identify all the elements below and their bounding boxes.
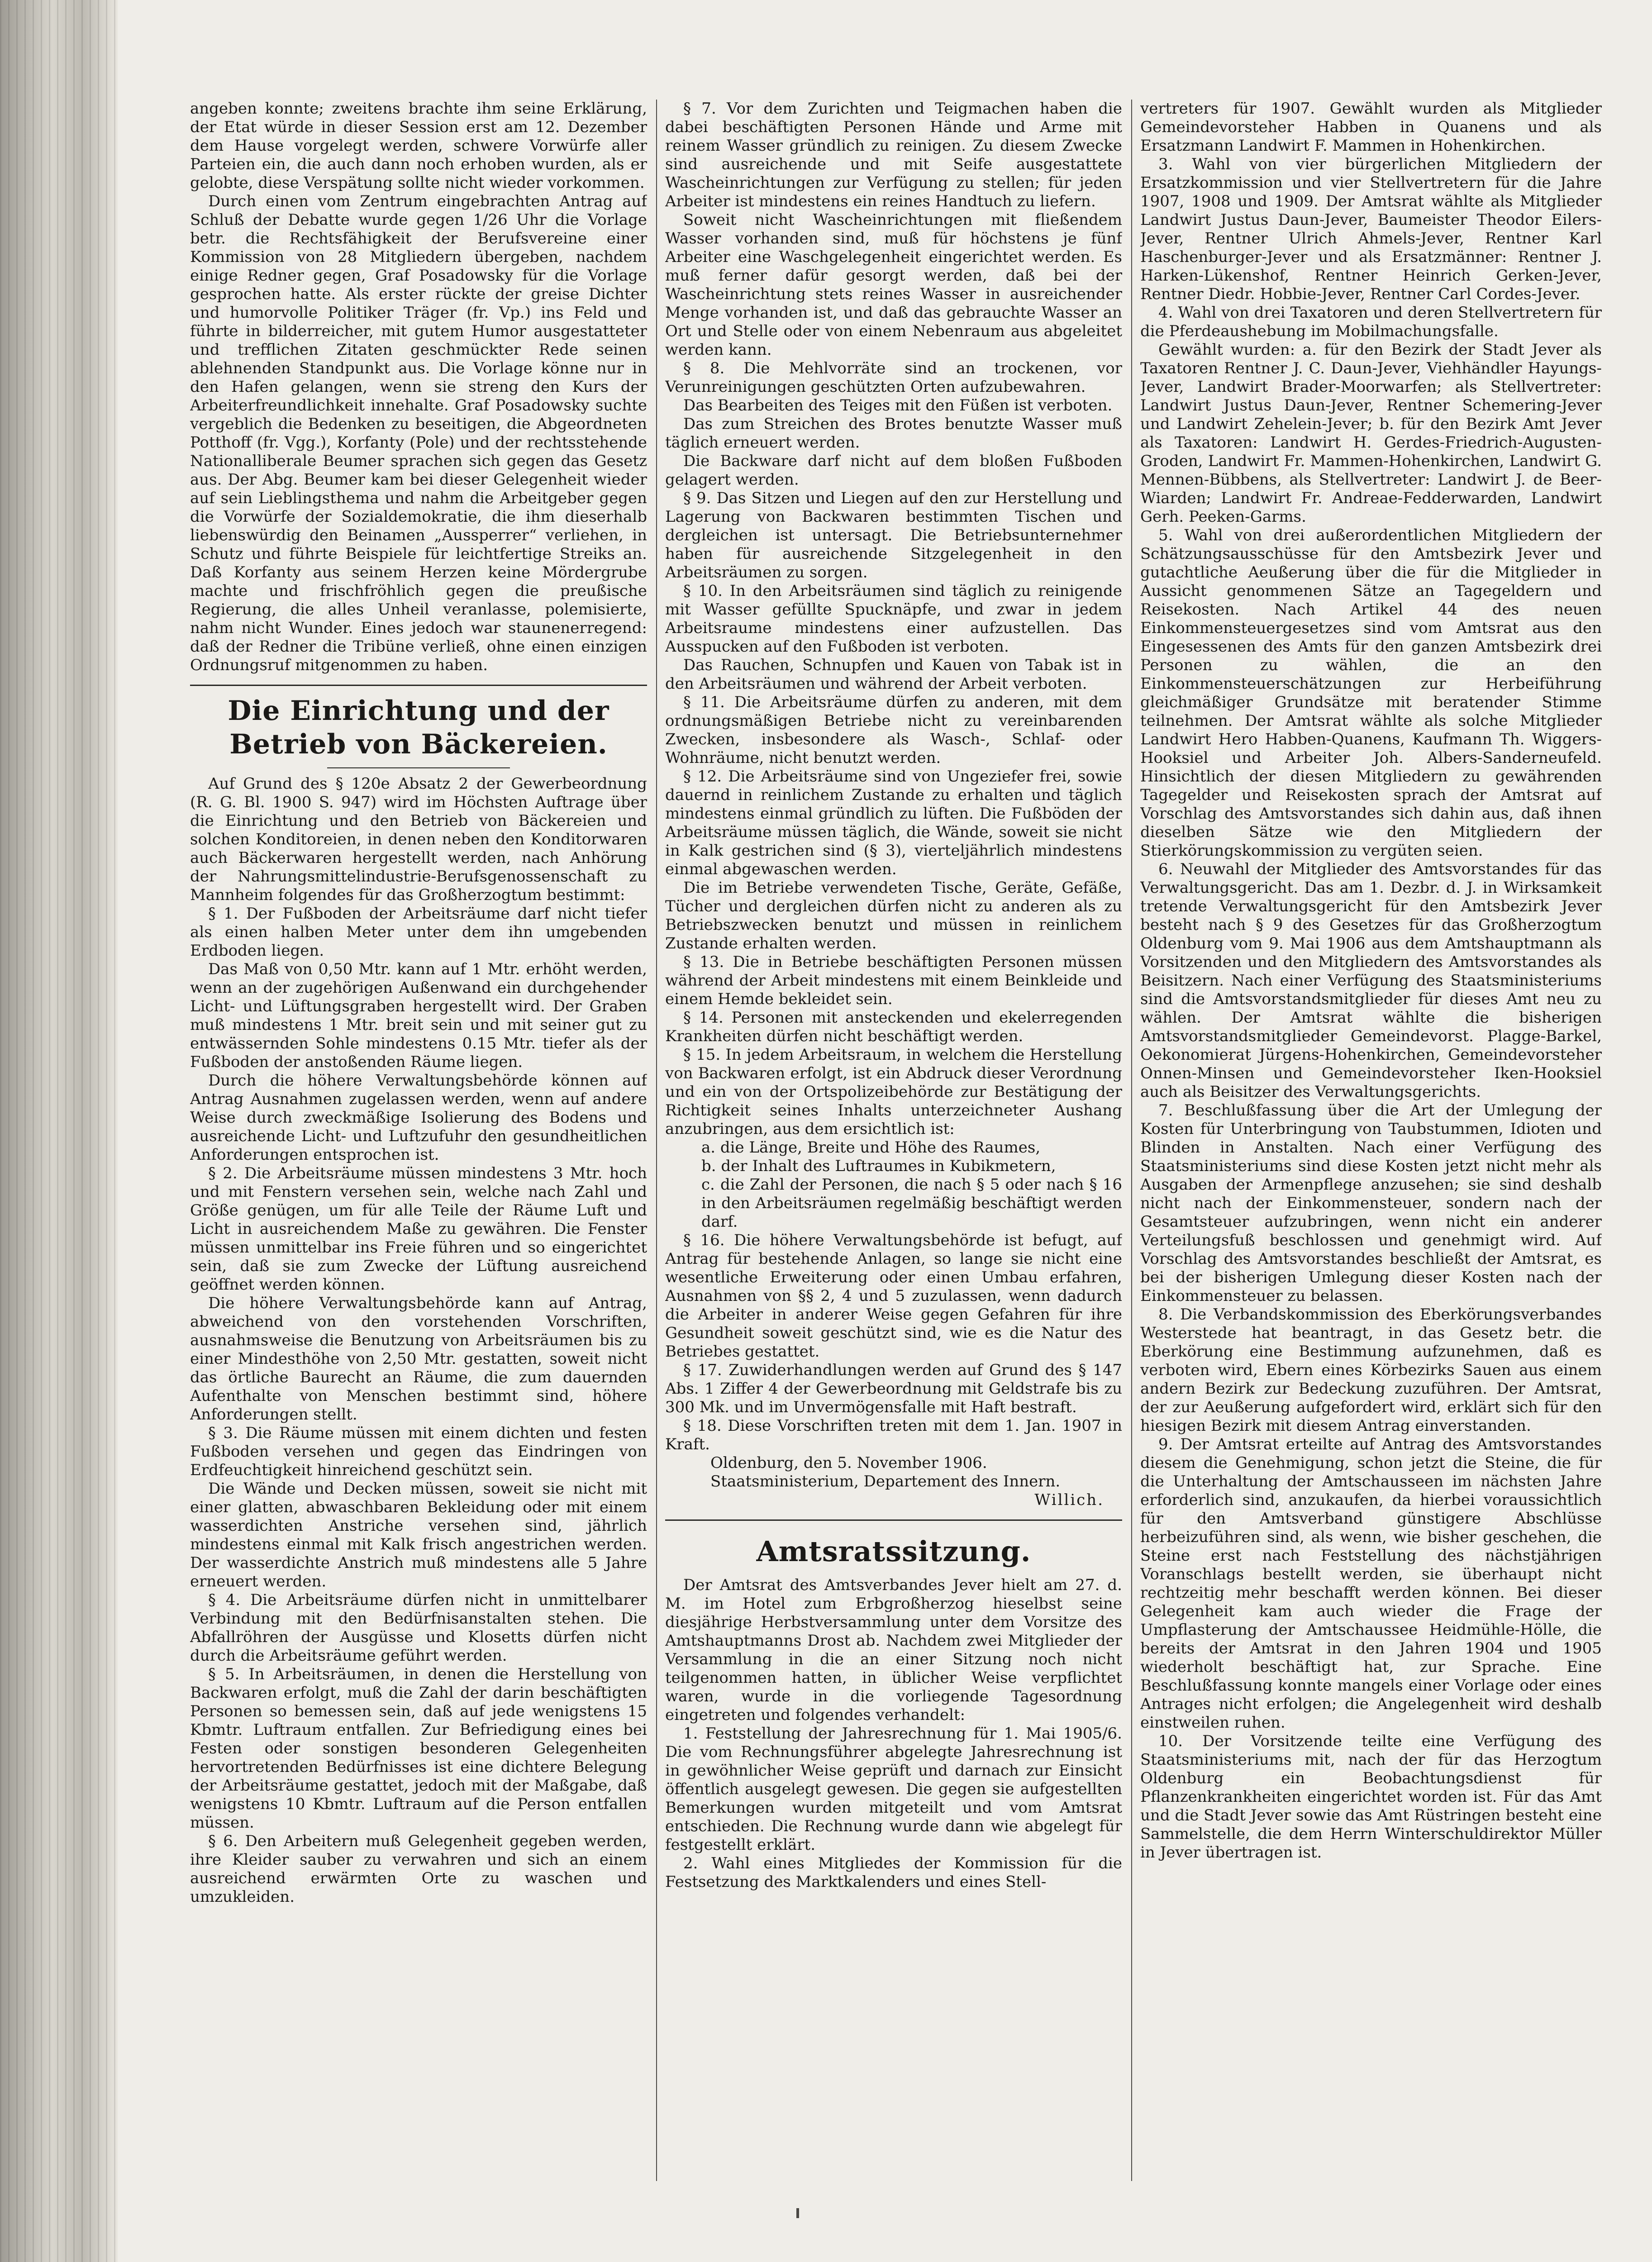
- list-item: a. die Länge, Breite und Höhe des Raumes,: [701, 1138, 1041, 1157]
- column-2: [665, 100, 1122, 2222]
- paragraph: § 12. Die Arbeitsräume sind von Ungeziefer frei, sowie dauernd in reinlichem Zustande zu erhalten und täglich mindestens einmal gründlich zu lüften. Die Fußböden der Arbeitsräume müssen täglich, die Wände, soweit sie nicht in Kalk gestrichen sind (§ 3), vierteljährlich mindestens einmal abgewaschen werden.: [665, 767, 1122, 878]
- book-binding-edge: [0, 0, 118, 2262]
- newspaper-page: [118, 0, 1652, 2262]
- paragraph: Das Maß von 0,50 Mtr. kann auf 1 Mtr. erhöht werden, wenn an der zugehörigen Außenwand ein durchgehender Licht- und Lüftungsgraben hergestellt wird. Der Graben muß mindestens 1 Mtr. breit sein und mit seiner gut zu entwässernden Sohle mindestens 0.15 Mtr. tiefer als der Fußboden der anstoßenden Räume liegen.: [190, 960, 647, 1071]
- signature-department: Staatsministerium, Departement des Innern.: [710, 1472, 1061, 1491]
- paragraph: § 16. Die höhere Verwaltungsbehörde ist befugt, auf Antrag für bestehende Anlagen, so lange sie nicht eine wesentliche Erweiterung oder einen Umbau erfahren, Ausnahmen von §§ 2, 4 und 5 zuzulassen, wenn dadurch die Arbeiter in anderer Weise gegen Gefahren für ihre Gesundheit soweit geschützt sind, wie es die Natur des Betriebes gestattet.: [665, 1231, 1122, 1361]
- paragraph: 3. Wahl von vier bürgerlichen Mitgliedern der Ersatzkommission und vier Stellvertretern für die Jahre 1907, 1908 und 1909. Der Amtsrat wählte als Mitglieder Landwirt Justus Daun-Jever, Baumeister Theodor Eilers-Jever, Rentner Ulrich Ahmels-Jever, Rentner Karl Haschenburger-Jever und als Ersatzmänner: Rentner J. Harken-Lükenshof, Rentner Heinrich Gerken-Jever, Rentner Diedr. Hobbie-Jever, Rentner Carl Cordes-Jever.: [1140, 155, 1602, 303]
- paragraph: Die Wände und Decken müssen, soweit sie nicht mit einer glatten, abwaschbaren Bekleidung oder mit einem wasserdichten Anstriche versehen sind, jährlich mindestens einmal mit Kalk frisch angestrichen werden. Der wasserdichte Anstrich muß mindestens alle 5 Jahre erneuert werden.: [190, 1480, 647, 1591]
- paragraph: § 14. Personen mit ansteckenden und ekelerregenden Krankheiten dürfen nicht beschäftigt werden.: [665, 1009, 1122, 1045]
- paragraph: § 9. Das Sitzen und Liegen auf den zur Herstellung und Lagerung von Backwaren bestimmten Tischen und dergleichen ist untersagt. Die Betriebsunternehmer haben für ausreichende Sitzgelegenheit in den Arbeitsräumen zu sorgen.: [665, 489, 1122, 581]
- list-item: b. der Inhalt des Luftraumes in Kubikmetern,: [701, 1157, 1056, 1175]
- column-3: [1140, 100, 1602, 2222]
- paragraph: Die höhere Verwaltungsbehörde kann auf Antrag, abweichend von den vorstehenden Vorschriften, ausnahmsweise die Benutzung von Arbeitsräumen bis zu einer Mindesthöhe von 2,50 Mtr. gestatten, soweit nicht das örtliche Baurecht an Räume, die zum dauernden Aufenthalte von Menschen bestimmt sind, höhere Anforderungen stellt.: [190, 1294, 647, 1424]
- paragraph: § 4. Die Arbeitsräume dürfen nicht in unmittelbarer Verbindung mit den Bedürfnisanstalten stehen. Die Abfallröhren der Ausgüsse und Klosetts dürfen nicht durch die Arbeitsräume geführt werden.: [190, 1591, 647, 1665]
- paragraph: § 3. Die Räume müssen mit einem dichten und festen Fußboden versehen und gegen das Eindringen von Erdfeuchtigkeit hinreichend geschützt sein.: [190, 1424, 647, 1479]
- paragraph: § 15. In jedem Arbeitsraum, in welchem die Herstellung von Backwaren erfolgt, ist ein Abdruck dieser Verordnung und ein von der Ortspolizeibehörde zur Bestätigung der Richtigkeit seines Inhalts unterzeichneter Aushang anzubringen, aus dem ersichtlich ist:: [665, 1046, 1122, 1138]
- paragraph: angeben konnte; zweitens brachte ihm seine Erklärung, der Etat würde in dieser Session erst am 12. Dezember dem Hause vorgelegt werden, schwere Vorwürfe aller Parteien ein, die auch dann noch erhoben wurden, als er gelobte, diese Verspätung sollte nicht wieder vorkommen.: [190, 100, 647, 192]
- paragraph: Das Bearbeiten des Teiges mit den Füßen ist verboten.: [683, 396, 1113, 414]
- signature-place-date: Oldenburg, den 5. November 1906.: [710, 1454, 987, 1472]
- paragraph: 6. Neuwahl der Mitglieder des Amtsvorstandes für das Verwaltungsgericht. Das am 1. Dezbr. d. J. in Wirksamkeit tretende Verwaltungsgericht für den Amtsbezirk Jever besteht nach § 9 des Gesetzes für das Großherzogtum Oldenburg vom 9. Mai 1906 aus dem Amtshauptmann als Vorsitzenden und den Mitgliedern des Amtsvorstandes als Beisitzern. Nach einer Verfügung des Staatsministeriums sind die Amtsvorstandsmitglieder für dieses Amt neu zu wählen. Der Amtsrat wählte die bisherigen Amtsvorstandsmitglieder Gemeindevorst. Plagge-Barkel, Oekonomierat Jürgens-Hohenkirchen, Gemeindevorsteher Onnen-Minsen und Gemeindevorsteher Iken-Hooksiel auch als Beisitzer des Verwaltungsgerichts.: [1140, 860, 1602, 1101]
- paragraph: § 8. Die Mehlvorräte sind an trockenen, vor Verunreinigungen geschützten Orten aufzubewahren.: [665, 359, 1122, 396]
- paragraph: 2. Wahl eines Mitgliedes der Kommission für die Festsetzung des Marktkalenders und eines Stell-: [665, 1854, 1122, 1891]
- print-mark: [796, 2208, 799, 2218]
- paragraph: Durch die höhere Verwaltungsbehörde können auf Antrag Ausnahmen zugelassen werden, wenn auf andere Weise durch zweckmäßige Isolierung des Bodens und ausreichende Licht- und Luftzufuhr den gesundheitlichen Anforderungen entsprochen ist.: [190, 1071, 647, 1164]
- section-divider: [665, 1519, 1122, 1521]
- column-1: [190, 100, 647, 2222]
- paragraph: 10. Der Vorsitzende teilte eine Verfügung des Staatsministeriums mit, nach der für das Herzogtum Oldenburg ein Beobachtungsdienst für Pflanzenkrankheiten eingerichtet worden ist. Für das Amt und die Stadt Jever sowie das Amt Rüstringen besteht eine Sammelstelle, die dem Herrn Winterschuldirektor Müller in Jever übertragen ist.: [1140, 1732, 1602, 1862]
- paragraph: § 5. In Arbeitsräumen, in denen die Herstellung von Backwaren erfolgt, muß die Zahl der darin beschäftigten Personen so bemessen sein, daß auf jede wenigstens 15 Kbmtr. Luftraum entfallen. Zur Befriedigung eines bei Festen oder sonstigen besonderen Gelegenheiten hervortretenden Bedürfnisses ist eine dichtere Belegung der Arbeitsräume gestattet, jedoch mit der Maßgabe, daß wenigstens 10 Kbmtr. Luftraum auf die Person entfallen müssen.: [190, 1665, 647, 1832]
- paragraph: Die im Betriebe verwendeten Tische, Geräte, Gefäße, Tücher und dergleichen dürfen nicht zu anderen als zu Betriebszwecken benutzt und müssen in reinlichem Zustande erhalten werden.: [665, 879, 1122, 952]
- signature-name: Willich.: [1034, 1491, 1104, 1509]
- paragraph: 7. Beschlußfassung über die Art der Umlegung der Kosten für Unterbringung von Taubstummen, Idioten und Blinden in Anstalten. Nach einer Verfügung des Staatsministeriums sind diese Kosten jetzt nicht mehr als Ausgaben der Armenpflege anzusehen; sie sind deshalb nicht nach der Einkommensteuer, sondern nach der Gesamtsteuer aufzubringen, wenn nicht ein anderer Verteilungsfuß beschlossen und genehmigt wird. Auf Vorschlag des Amtsvorstandes beschließt der Amtsrat, es bei der bisherigen Umlegung dieser Kosten nach der Einkommensteuer zu belassen.: [1140, 1101, 1602, 1305]
- list-item: c. die Zahl der Personen, die nach § 5 oder nach § 16 in den Arbeitsräumen regelmäßig beschäftigt werden darf.: [701, 1176, 1122, 1231]
- paragraph: § 10. In den Arbeitsräumen sind täglich zu reinigende mit Wasser gefüllte Spucknäpfe, und zwar in jedem Arbeitsraume mindestens einer aufzustellen. Das Ausspucken auf den Fußboden ist verboten.: [665, 582, 1122, 656]
- paragraph: Soweit nicht Wascheinrichtungen mit fließendem Wasser vorhanden sind, muß für höchstens je fünf Arbeiter eine Waschgelegenheit eingerichtet werden. Es muß ferner dafür gesorgt werden, daß bei der Wascheinrichtung stets reines Wasser in ausreichender Menge vorhanden ist, und daß das gebrauchte Wasser an Ort und Stelle oder von einem Nebenraum aus abgeleitet werden kann.: [665, 211, 1122, 359]
- requirements-list: [665, 1138, 1122, 1231]
- section-divider: [190, 685, 647, 686]
- paragraph: § 18. Diese Vorschriften treten mit dem 1. Jan. 1907 in Kraft.: [665, 1417, 1122, 1453]
- paragraph: 8. Die Verbandskommission des Eberkörungsverbandes Westerstede hat beantragt, in das Gesetz betr. die Eberkörung eine Bestimmung aufzunehmen, daß es verboten wird, Ebern eines Körbezirks Sauen aus einem andern Bezirk zur Bedeckung zuzuführen. Der Amtsrat, der zur Aeußerung aufgefordert wird, erklärt sich für den hiesigen Bezirk mit diesem Antrag einverstanden.: [1140, 1305, 1602, 1435]
- paragraph: Durch einen vom Zentrum eingebrachten Antrag auf Schluß der Debatte wurde gegen 1/26 Uhr die Vorlage betr. die Rechtsfähigkeit der Berufsvereine einer Kommission von 28 Mitgliedern übergeben, nachdem einige Redner gegen, Graf Posadowsky für die Vorlage gesprochen hatte. Als erster rückte der greise Dichter und humorvolle Politiker Träger (fr. Vp.) ins Feld und führte in bilderreicher, mit gutem Humor ausgestatteter und trefflichen Zitaten geschmückter Rede seinen ablehnenden Standpunkt aus. Die Vorlage könne nur in den Hafen gelangen, wenn sie streng den Kurs der Arbeiterfreundlichkeit innehalte. Graf Posadowsky suchte vergeblich die Bedenken zu beseitigen, die Abgeordneten Potthoff (fr. Vgg.), Korfanty (Pole) und der rechtsstehende Nationalliberale Beumer sprachen sich gegen das Gesetz aus. Der Abg. Beumer kam bei dieser Gelegenheit wieder auf sein Lieblingsthema und nahm die Arbeitgeber gegen die Vorwürfe der Sozialdemokratie, die ihm dieserhalb liebenswürdig den Beinamen „Aussperrer“ verliehen, in Schutz und führte Beispiele für leichtfertige Streiks an. Daß Korfanty aus seinem Herzen keine Mördergrube machte und frischfröhlich gegen die preußische Regierung, die alles Unheil veranlasse, polemisierte, nahm nicht Wunder. Eines jedoch war staunenerregend: daß der Redner die Tribüne verließ, ohne einen einzigen Ordnungsruf mitgenommen zu haben.: [190, 192, 647, 674]
- paragraph: § 13. Die in Betriebe beschäftigten Personen müssen während der Arbeit mindestens mit einem Beinkleide und einem Hemde bekleidet sein.: [665, 953, 1122, 1008]
- article-heading-amtsratssitzung: Amtsratssitzung.: [756, 1535, 1031, 1568]
- paragraph: Der Amtsrat des Amtsverbandes Jever hielt am 27. d. M. im Hotel zum Erbgroßherzog hieselbst seine diesjährige Herbstversammlung unter dem Vorsitze des Amtshauptmanns Drost ab. Nachdem zwei Mitglieder der Versammlung in die an einer Sitzung noch nicht teilgenommen hatten, in üblicher Weise verpflichtet waren, wurde in die vorliegende Tagesordnung eingetreten und folgendes verhandelt:: [665, 1576, 1122, 1724]
- paragraph: 1. Feststellung der Jahresrechnung für 1. Mai 1905/6. Die vom Rechnungsführer abgelegte Jahresrechnung ist in gewöhnlicher Weise geprüft und darnach zur Einsicht öffentlich ausgelegt gewesen. Die gegen sie aufgestellten Bemerkungen wurden mitgeteilt und vom Amtsrat entschieden. Die Rechnung wurde dann wie abgelegt für festgestellt erklärt.: [665, 1724, 1122, 1854]
- paragraph: Gewählt wurden: a. für den Bezirk der Stadt Jever als Taxatoren Rentner J. C. Daun-Jever, Viehhändler Hayungs-Jever, Landwirt Brader-Moorwarfen; als Stellvertreter: Landwirt Justus Daun-Jever, Rentner Schemering-Jever und Landwirt Zehelein-Jever; b. für den Bezirk Amt Jever als Taxatoren: Landwirt H. Gerdes-Friedrich-Augusten-Groden, Landwirt Fr. Mammen-Hohenkirchen, Landwirt G. Mennen-Bübbens, als Stellvertreter: Landwirt J. de Beer-Wiarden; Landwirt Fr. Andreae-Fedderwarden, Landwirt Gerh. Peeken-Garms.: [1140, 341, 1602, 526]
- paragraph: Das zum Streichen des Brotes benutzte Wasser muß täglich erneuert werden.: [665, 415, 1122, 452]
- paragraph: vertreters für 1907. Gewählt wurden als Mitglieder Gemeindevorsteher Habben in Quanens und als Ersatzmann Landwirt F. Mammen in Hohenkirchen.: [1140, 100, 1602, 155]
- paragraph: § 2. Die Arbeitsräume müssen mindestens 3 Mtr. hoch und mit Fenstern versehen sein, welche nach Zahl und Größe genügen, um für alle Teile der Räume Luft und Licht in ausreichendem Maße zu gewähren. Die Fenster müssen unmittelbar ins Freie führen und so eingerichtet sein, daß sie zum Zwecke der Lüftung ausreichend geöffnet werden können.: [190, 1164, 647, 1294]
- paragraph: § 7. Vor dem Zurichten und Teigmachen haben die dabei beschäftigten Personen Hände und Arme mit reinem Wasser gründlich zu reinigen. Zu diesem Zwecke sind ausreichende und mit Seife ausgestattete Wascheinrichtungen zur Verfügung zu stellen; für jeden Arbeiter ist mindestens ein reines Handtuch zu liefern.: [665, 100, 1122, 210]
- paragraph: § 11. Die Arbeitsräume dürfen zu anderen, mit dem ordnungsmäßigen Betriebe nicht zu vereinbarenden Zwecken, insbesondere als Wasch-, Schlaf- oder Wohnräume, nicht benutzt werden.: [665, 693, 1122, 767]
- paragraph: 5. Wahl von drei außerordentlichen Mitgliedern der Schätzungsausschüsse für den Amtsbezirk Jever und gutachtliche Aeußerung über die für die Mitglieder in Aussicht genommenen Sätze an Tagegeldern und Reisekosten. Nach Artikel 44 des neuen Einkommensteuergesetzes sind vom Amtsrat aus den Eingesessenen des Amts für den ganzen Amtsbezirk drei Personen zu wählen, die an den Einkommensteuerschätzungen zur Herbeiführung gleichmäßiger Grundsätze mit beratender Stimme teilnehmen. Der Amtsrat wählte als solche Mitglieder Landwirt Hero Habben-Quanens, Kaufmann Th. Wiggers-Hooksiel und Arbeiter Joh. Albers-Sanderneufeld. Hinsichtlich der diesen Mitgliedern zu gewährenden Tagegelder und Reisekosten sprach der Amtsrat auf Vorschlag des Amtsvorstandes sich dahin aus, daß ihnen dieselben Sätze wie den Mitgliedern der Stierkörungskommission zu vergüten seien.: [1140, 526, 1602, 860]
- column-rule-right: [1131, 100, 1132, 2181]
- heading-divider: [327, 767, 510, 768]
- paragraph: 9. Der Amtsrat erteilte auf Antrag des Amtsvorstandes diesem die Genehmigung, schon jetzt die Steine, die für die Unterhaltung der Amtschausseen im nächsten Jahre erforderlich sind, anzukaufen, da hierbei voraussichtlich für den Amtsverband günstigere Abschlüsse herbeizuführen sind, als wenn, wie bisher geschehen, die Steine erst nach Feststellung des nächstjährigen Voranschlags bestellt werden, sie überhaupt nicht rechtzeitig mehr beschafft werden können. Bei dieser Gelegenheit kam auch wieder die Frage der Umpflasterung der Amtschaussee Heidmühle-Hölle, die bereits der Amtsrat in den Jahren 1904 und 1905 wiederholt beschäftigt hat, zur Sprache. Eine Beschlußfassung konnte mangels einer Vorlage oder eines Antrages nicht erfolgen; die Angelegenheit wird deshalb einstweilen ruhen.: [1140, 1435, 1602, 1732]
- paragraph: Auf Grund des § 120e Absatz 2 der Gewerbeordnung (R. G. Bl. 1900 S. 947) wird im Höchsten Auftrage über die Einrichtung und den Betrieb von Bäckereien und solchen Konditoreien, in denen neben den Konditorwaren auch Bäckerwaren hergestellt werden, nach Anhörung der Nahrungsmittelindustrie-Berufsgenossenschaft zu Mannheim folgendes für das Großherzogtum bestimmt:: [190, 775, 647, 904]
- paragraph: § 17. Zuwiderhandlungen werden auf Grund des § 147 Abs. 1 Ziffer 4 der Gewerbeordnung mit Geldstrafe bis zu 300 Mk. und im Unvermögensfalle mit Haft bestraft.: [665, 1361, 1122, 1416]
- paragraph: 4. Wahl von drei Taxatoren und deren Stellvertretern für die Pferdeaushebung im Mobilmachungsfalle.: [1140, 304, 1602, 340]
- article-heading-baeckereien: Die Einrichtung und der Betrieb von Bäckereien.: [228, 695, 609, 760]
- paragraph: § 6. Den Arbeitern muß Gelegenheit gegeben werden, ihre Kleider sauber zu verwahren und sich an einem ausreichend erwärmten Orte zu waschen und umzukleiden.: [190, 1832, 647, 1906]
- paragraph: Die Backware darf nicht auf dem bloßen Fußboden gelagert werden.: [665, 452, 1122, 489]
- column-rule-left: [656, 100, 657, 2181]
- paragraph: Das Rauchen, Schnupfen und Kauen von Tabak ist in den Arbeitsräumen und während der Arbeit verboten.: [665, 656, 1122, 693]
- paragraph: § 1. Der Fußboden der Arbeitsräume darf nicht tiefer als einen halben Meter unter dem ihn umgebenden Erdboden liegen.: [190, 905, 647, 960]
